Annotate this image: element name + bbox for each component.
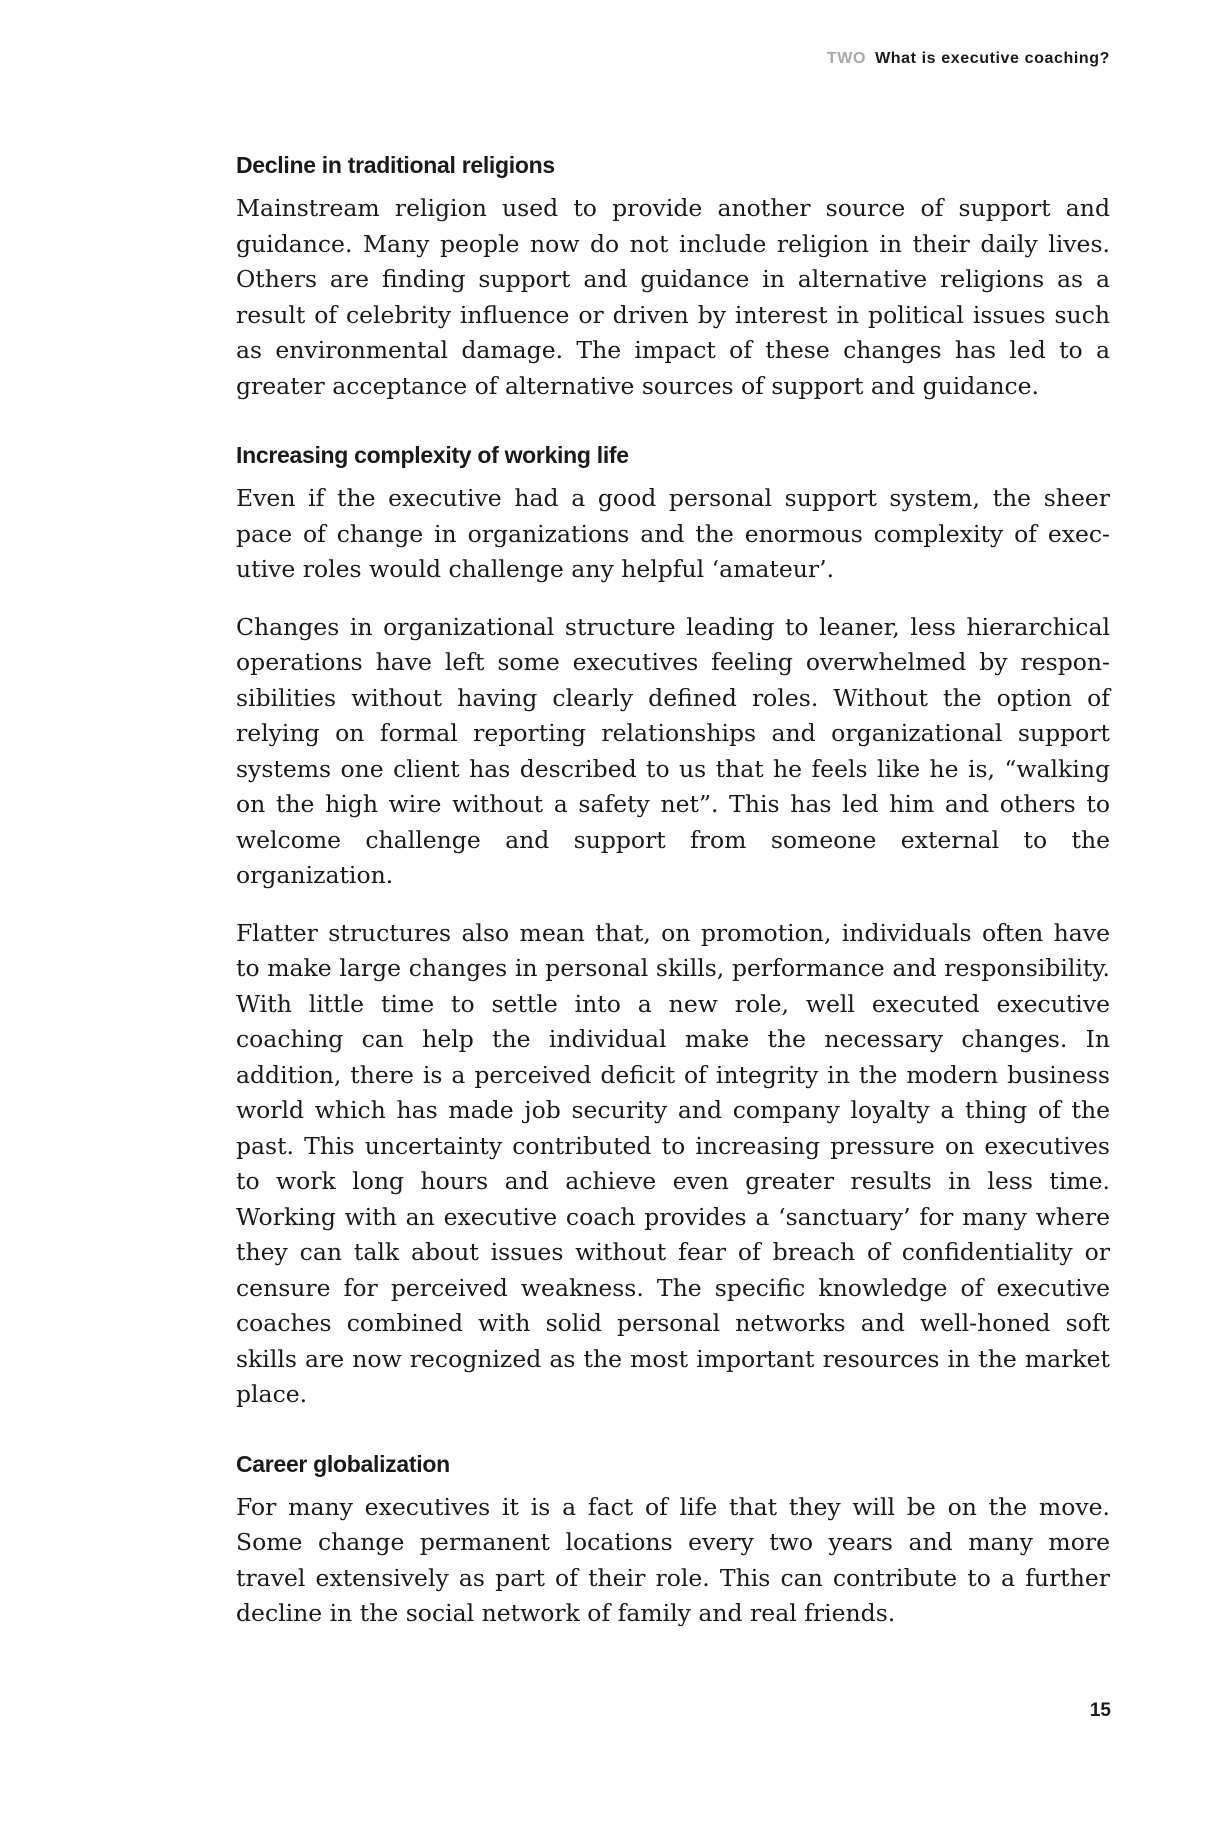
running-head-chapter: TWO — [826, 50, 867, 67]
body-paragraph: Mainstream religion used to provide another source of support and guidance. Many people now do not include religion in their daily lives. Others are finding support and guidance in alternative religions as a result of celebrity influence or driven by interest in political issues such as environmental damage. The impact of these changes has led to a greater acceptance of alternative sources of support and guidance. — [236, 194, 1110, 400]
page-body — [236, 152, 1110, 1632]
section-heading: Decline in traditional religions — [236, 152, 555, 178]
section-career-globalization — [236, 1451, 1110, 1632]
section-heading: Increasing complexity of working life — [236, 442, 629, 468]
body-paragraph: For many executives it is a fact of life that they will be on the move. Some change permanent locations every two years and many more travel extensively as part of their role. This can contribute to a further decline in the social network of family and real friends. — [236, 1492, 1110, 1627]
body-paragraph: Changes in organizational structure leading to leaner, less hierarchical operations have left some executives feeling overwhelmed by responsibilities without having clearly defined roles. Without the option of relying on formal reporting relationships and organizational support systems one client has described to us that he feels like he is, “walking on the high wire without a safety net”. This has led him and others to welcome challenge and support from someone external to the organization. — [236, 612, 1110, 889]
section-decline-in-traditional-religions — [236, 152, 1110, 404]
section-increasing-complexity-of-working-life — [236, 442, 1110, 1413]
running-head-title: What is executive coaching? — [875, 50, 1110, 67]
running-head — [827, 50, 1110, 68]
body-paragraph: Even if the executive had a good personal support system, the sheer pace of change in organizations and the enormous complexity of executive roles would challenge any helpful ‘amateur’. — [236, 484, 1110, 583]
body-paragraph: Flatter structures also mean that, on promotion, individuals often have to make large changes in personal skills, performance and responsibility. With little time to settle into a new role, well executed executive coaching can help the individual make the necessary changes. In addition, there is a perceived deficit of integrity in the modern business world which has made job security and company loyalty a thing of the past. This uncertainty contributed to increasing pressure on executives to work long hours and achieve even greater results in less time. Working with an executive coach provides a ‘sanctuary’ for many where they can talk about issues without fear of breach of confidentiality or censure for perceived weakness. The specific knowledge of executive coaches combined with solid personal networks and well-honed soft skills are now recognized as the most important resources in the market place. — [236, 918, 1110, 1408]
page-number: 15 — [1089, 1700, 1111, 1721]
section-heading: Career globalization — [236, 1450, 450, 1477]
